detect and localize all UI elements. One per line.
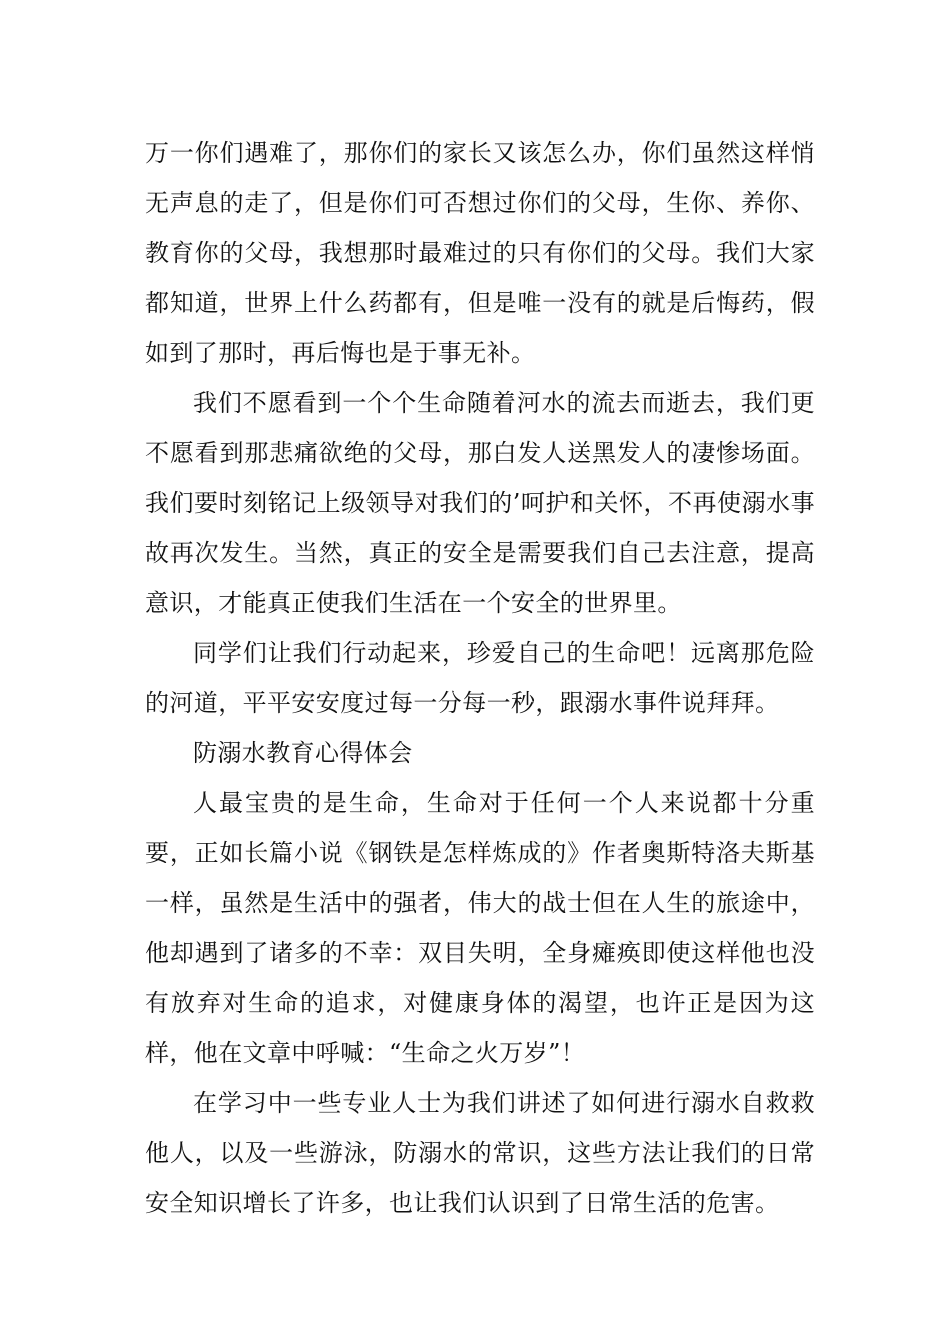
paragraph-2: 我们不愿看到一个个生命随着河水的流去而逝去，我们更不愿看到那悲痛欲绝的父母，那白发人送黑发人的凄惨场面。我们要时刻铭记上级领导对我们的’呵护和关怀，不再使溺水事故再次发生。当然，真正的安全是需要我们自己去注意，提高意识，才能真正使我们生活在一个安全的世界里。 xyxy=(145,389,815,617)
paragraph-1: 万一你们遇难了，那你们的家长又该怎么办，你们虽然这样悄无声息的走了，但是你们可否想过你们的父母，生你、养你、教育你的父母，我想那时最难过的只有你们的父母。我们大家都知道，世界上什么药都有，但是唯一没有的就是后悔药，假如到了那时，再后悔也是于事无补。 xyxy=(145,139,815,367)
paragraph-3: 同学们让我们行动起来，珍爱自己的生命吧！远离那危险的河道，平平安安度过每一分每一秒，跟溺水事件说拜拜。 xyxy=(145,639,815,717)
paragraph-5: 在学习中一些专业人士为我们讲述了如何进行溺水自救救他人，以及一些游泳，防溺水的常识，这些方法让我们的日常安全知识增长了许多，也让我们认识到了日常生活的危害。 xyxy=(145,1089,815,1217)
section-heading: 防溺水教育心得体会 xyxy=(193,739,413,767)
paragraph-4: 人最宝贵的是生命，生命对于任何一个人来说都十分重要，正如长篇小说《钢铁是怎样炼成的》作者奥斯特洛夫斯基一样，虽然是生活中的强者，伟大的战士但在人生的旅途中，他却遇到了诸多的不幸：双目失明，全身瘫痪即使这样他也没有放弃对生命的追求，对健康身体的渴望，也许正是因为这样，他在文章中呼喊：“生命之火万岁”！ xyxy=(145,789,815,1067)
document-body xyxy=(145,128,815,1228)
